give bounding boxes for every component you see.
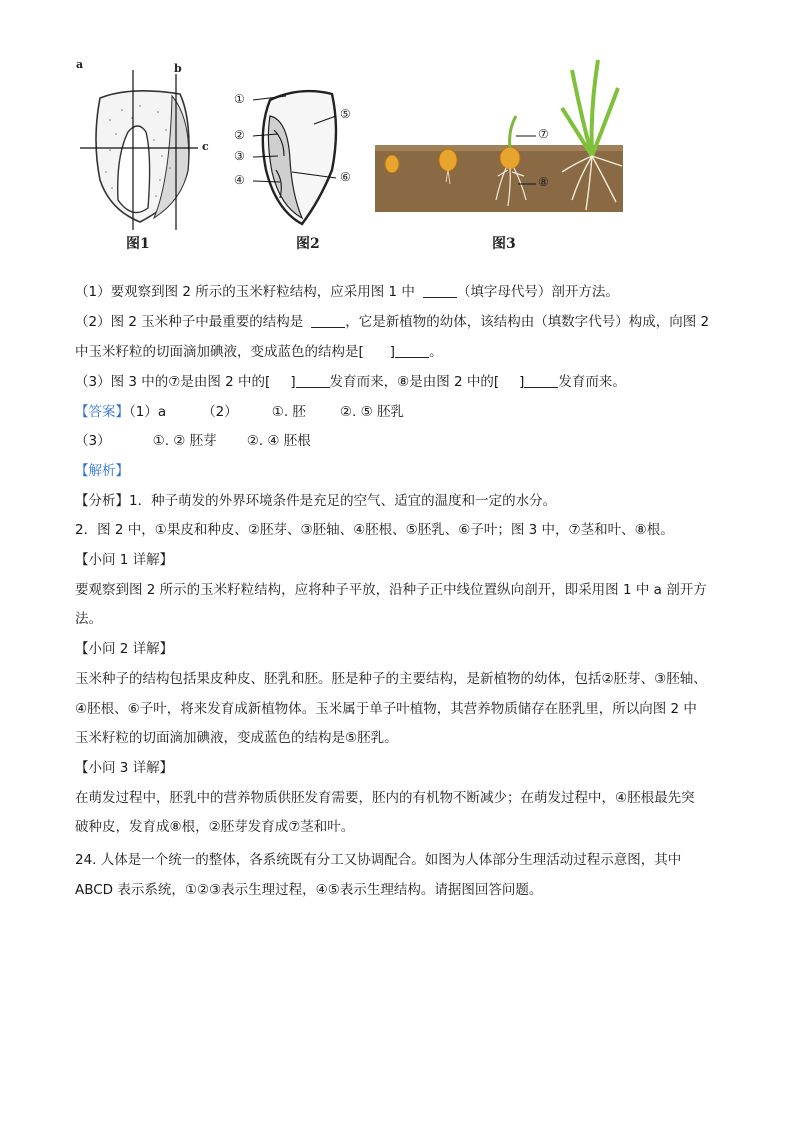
fig2-label-6: ⑥ [340,170,351,184]
fig2-label-3: ③ [234,149,245,163]
subq1-title: 【小问 1 详解】 [75,552,174,568]
question-24-line-2: ABCD 表示系统，①②③表示生理过程，④⑤表示生理结构。请据图回答问题。 [75,882,543,898]
fig2-label-4: ④ [234,173,245,187]
fig1-label-c: c [202,140,209,153]
fig3-label-8: ⑧ [538,175,549,189]
fig2-section [253,91,336,224]
question-2a [75,312,709,332]
subq2-line-1: 玉米种子的结构包括果皮种皮、胚乳和胚。胚是种子的主要结构，是新植物的幼体，包括②胚芽、③胚轴、 [75,671,707,687]
q1-blank [423,283,457,298]
fig1-label-b: b [174,62,182,75]
q3-text-2: 发育而来，⑧是由图 2 中的[ [329,374,500,390]
q3-blank-1 [296,373,330,388]
subq3-line-1: 在萌发过程中，胚乳中的营养物质供胚发育需要，胚内的有机物不断减少；在萌发过程中，④胚根最先突 [75,790,695,806]
fig3-germination [375,60,623,212]
fig3-label-7: ⑦ [538,127,549,141]
answer-2-label: （2） [202,404,238,420]
q2-blank-2 [395,343,429,358]
subq2-line-3: 玉米籽粒的切面滴加碘液，变成蓝色的结构是⑤胚乳。 [75,730,398,746]
answer-1: （1）a [129,404,167,420]
fig3-caption: 图3 [492,236,516,252]
answer-3-1: ①. ② 胚芽 [152,433,217,449]
q3-blank-2 [524,373,558,388]
question-24-line-1: 24. 人体是一个统一的整体，各系统既有分工又协调配合。如图为人体部分生理活动过程示意图，其中 [75,852,682,868]
fig2-label-1: ① [234,92,245,106]
q3-text-3: 发育而来。 [558,374,626,390]
answer-2-1: ①. 胚 [271,404,306,420]
q2b-bracket: ] [389,344,396,360]
fig2-label-5: ⑤ [340,107,351,121]
subq2-line-2: ④胚根、⑥子叶，将来发育成新植物体。玉米属于单子叶植物，其营养物质储存在胚乳里，所以向图 2 中 [75,701,697,717]
fig2-caption: 图2 [296,236,320,252]
subq3-title: 【小问 3 详解】 [75,760,174,776]
fig2-label-2: ② [234,128,245,142]
fig1-kernel [80,70,198,230]
subq2-title: 【小问 2 详解】 [75,641,174,657]
figures-area [70,60,650,260]
answer-line-2 [75,431,311,451]
answer-3-2: ②. ④ 胚根 [246,433,311,449]
analysis-p1: 【分析】1．种子萌发的外界环境条件是充足的空气、适宜的温度和一定的水分。 [75,493,557,509]
answer-line-1 [75,402,404,422]
q2b-suffix: 。 [429,344,443,360]
q2-blank-1 [311,313,345,328]
q1-text: （1）要观察到图 2 所示的玉米籽粒结构，应采用图 1 中 [75,284,415,300]
subq1-line-2: 法。 [75,611,102,627]
answer-tag: 【答案】 [75,404,129,420]
fig1-caption: 图1 [126,236,150,252]
question-1 [75,282,619,302]
question-3 [75,372,626,392]
answer-2-2: ②. ⑤ 胚乳 [339,404,404,420]
q2a-text: （2）图 2 玉米种子中最重要的结构是 [75,314,304,330]
fig1-label-a: a [76,58,84,71]
q3-bracket-1: ] [290,374,296,390]
analysis-tag: 【解析】 [75,463,129,479]
seed-figures [70,60,650,260]
subq1-line-1: 要观察到图 2 所示的玉米籽粒结构，应将种子平放，沿种子正中线位置纵向剖开，即采用图 1 中 a 剖开方 [75,582,707,598]
question-2b [75,342,443,362]
subq3-line-2: 破种皮，发育成⑧根，②胚芽发育成⑦茎和叶。 [75,819,355,835]
q3-text-1: （3）图 3 中的⑦是由图 2 中的[ [75,374,271,390]
analysis-p2: 2．图 2 中，①果皮和种皮、②胚芽、③胚轴、④胚根、⑤胚乳、⑥子叶；图 3 中，⑦茎和叶、⑧根。 [75,522,674,538]
answer-3-label: （3） [75,433,111,449]
q2a-suffix: ，它是新植物的幼体，该结构由（填数字代号）构成，向图 2 [345,314,710,330]
q2b-text: 中玉米籽粒的切面滴加碘液，变成蓝色的结构是[ [75,344,364,360]
q3-bracket-2: ] [519,374,525,390]
q1-suffix: （填字母代号）剖开方法。 [456,284,619,300]
kernel-stage-1 [385,155,399,173]
